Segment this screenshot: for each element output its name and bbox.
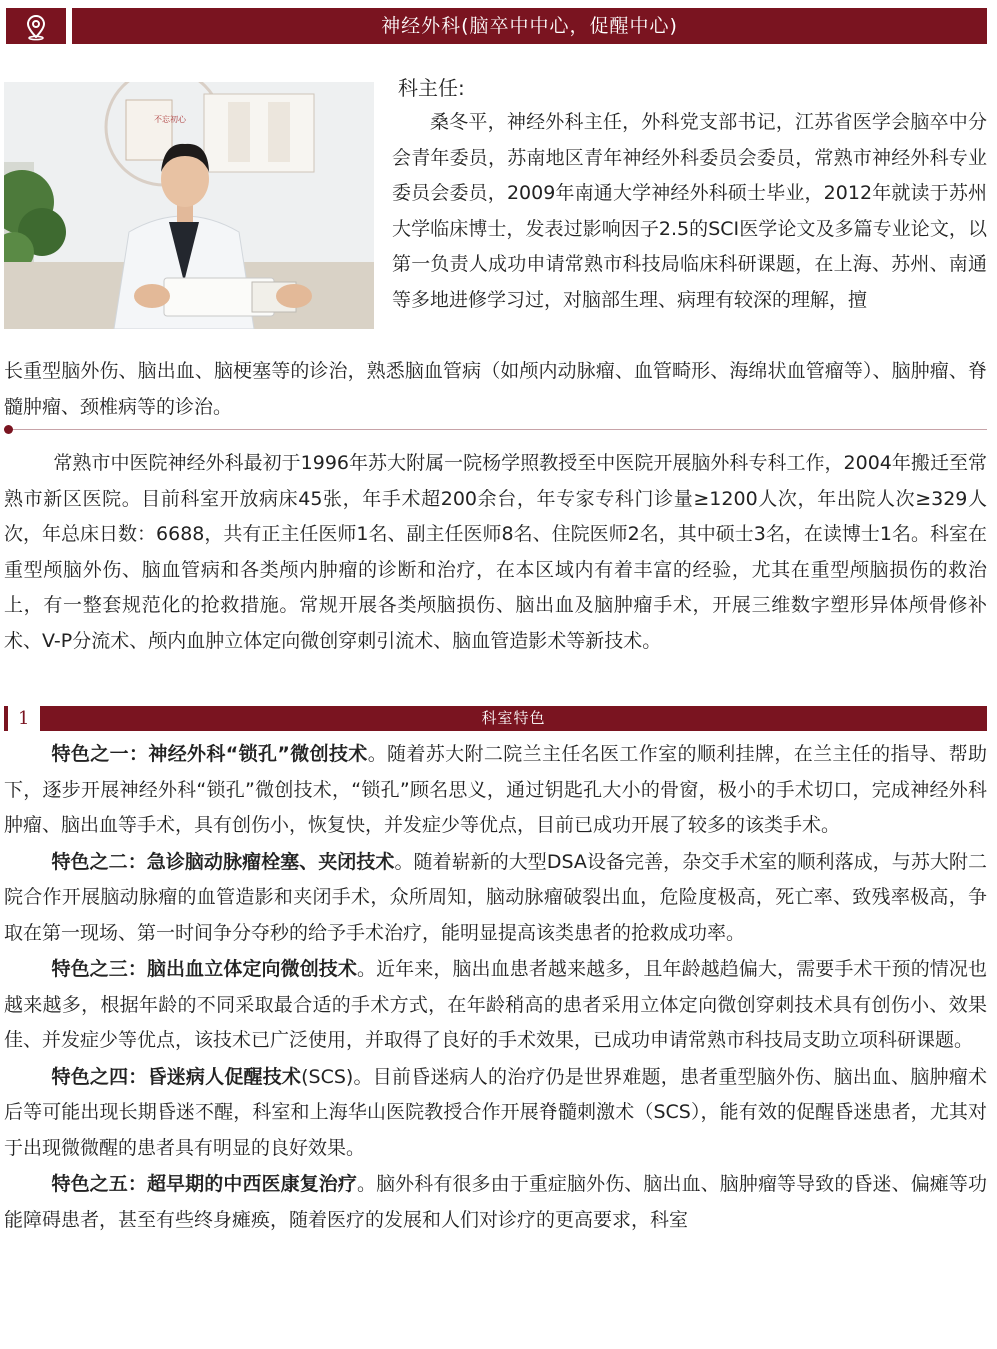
feature-label: 特色之一： [51,743,149,765]
feature-item [4,952,987,1059]
feature-text: 。近年来，脑出血患者越来越多，且年龄越趋偏大，需要手术干预的情况也越来越多，根据年龄的不同采取最合适的手术方式，在年龄稍高的患者采用立体定向微创穿刺技术具有创伤小、效果佳、并发症少等优点，该技术已广泛使用，并取得了良好的手术效果，已成功申请常熟市科技局支助立项科研课题。 [4,958,987,1051]
photo-sign-text: 不忘初心 [154,115,186,124]
feature-title: 神经外科“锁孔”微创技术 [148,743,368,765]
department-intro: 常熟市中医院神经外科最初于1996年苏大附属一院杨学照教授至中医院开展脑外科专科工作，2004年搬迁至常熟市新区医院。目前科室开放病床45张，年手术超200余台，年专家专科门诊量≥1200人次，年出院人次≥329人次，年总床日数：6688，共有正主任医师1名、副主任医师8名、住院医师2名，其中硕士3名，在读博士1名。科室在重型颅脑外伤、脑血管病和各类颅内肿瘤的诊断和治疗，在本区域内有着丰富的经验，尤其在重型颅脑损伤的救治上，有一整套规范化的抢救措施。常规开展各类颅脑损伤、脑出血及脑肿瘤手术，开展三维数字塑形异体颅骨修补术、V-P分流术、颅内血肿立体定向微创穿刺引流术、脑血管造影术等新技术。 [4,452,987,652]
feature-label: 特色之四： [51,1065,148,1088]
feature-list [4,737,987,1239]
feature-title: 超早期的中西医康复治疗 [146,1173,357,1195]
director-photo [4,82,374,329]
section-title: 科室特色 [40,706,987,731]
director-bio-full: 长重型脑外伤、脑出血、脑梗塞等的诊治，熟悉脑血管病（如颅内动脉瘤、血管畸形、海绵状血管瘤等）、脑肿瘤、脊髓肿瘤、颈椎病等的诊治。 [4,360,987,418]
feature-item [4,1167,987,1238]
feature-text: 。随着苏大附二院兰主任名医工作室的顺利挂牌，在兰主任的指导、帮助下，逐步开展神经外科“锁孔”微创技术，“锁孔”顾名思义，通过钥匙孔大小的骨窗，极小的手术切口，完成神经外科肿瘤、脑出血等手术，具有创伤小，恢复快，并发症少等优点，目前已成功开展了较多的该类手术。 [4,743,987,836]
section-divider [4,429,987,430]
feature-item [4,1060,987,1167]
location-pin-icon [22,13,50,41]
header-bar [6,8,987,44]
location-badge [6,8,66,44]
section-header [4,706,987,731]
feature-item [4,737,987,844]
feature-text: 。随着崭新的大型DSA设备完善，杂交手术室的顺利落成，与苏大附二院合作开展脑动脉瘤的血管造影和夹闭手术，众所周知，脑动脉瘤破裂出血，危险度极高，死亡率、致残率极高，争取在第一现场、第一时间争分夺秒的给予手术治疗，能明显提高该类患者的抢救成功率。 [4,850,987,944]
director-label: 科主任: [398,76,465,100]
divider-dot [4,425,13,434]
director-bio-right: 桑冬平，神经外科主任，外科党支部书记，江苏省医学会脑卒中分会青年委员，苏南地区青年神经外科委员会委员，常熟市神经外科专业委员会委员，2009年南通大学神经外科硕士毕业，2012年就读于苏州大学临床博士，发表过影响因子2.5的SCI医学论文及多篇专业论文，以第一负责人成功申请常熟市科技局临床科研课题，在上海、苏州、南通等多地进修学习过，对脑部生理、病理有较深的理解，擅 [392,111,987,311]
feature-title: 脑出血立体定向微创技术 [146,958,357,980]
feature-label: 特色之三： [51,958,147,980]
feature-title: 昏迷病人促醒技术 [147,1065,302,1088]
feature-text: (SCS)。目前昏迷病人的治疗仍是世界难题，患者重型脑外伤、脑出血、脑肿瘤术后等可能出现长期昏迷不醒，科室和上海华山医院教授合作开展脊髓刺激术（SCS），能有效的促醒昏迷患者，尤其对于出现微微醒的患者具有明显的良好效果。 [4,1065,987,1159]
doctor-portrait-icon [4,82,374,329]
feature-item [4,845,987,952]
section-number: 1 [4,706,34,731]
feature-label: 特色之二： [51,850,147,873]
feature-label: 特色之五： [51,1173,147,1195]
feature-text: 。脑外科有很多由于重症脑外伤、脑出血、脑肿瘤等导致的昏迷、偏瘫等功能障碍患者，甚至有些终身瘫痪，随着医疗的发展和人们对诊疗的更高要求，科室 [4,1173,987,1231]
page-title: 神经外科(脑卒中中心，促醒中心) [72,8,987,44]
feature-title: 急诊脑动脉瘤栓塞、夹闭技术 [146,850,395,873]
